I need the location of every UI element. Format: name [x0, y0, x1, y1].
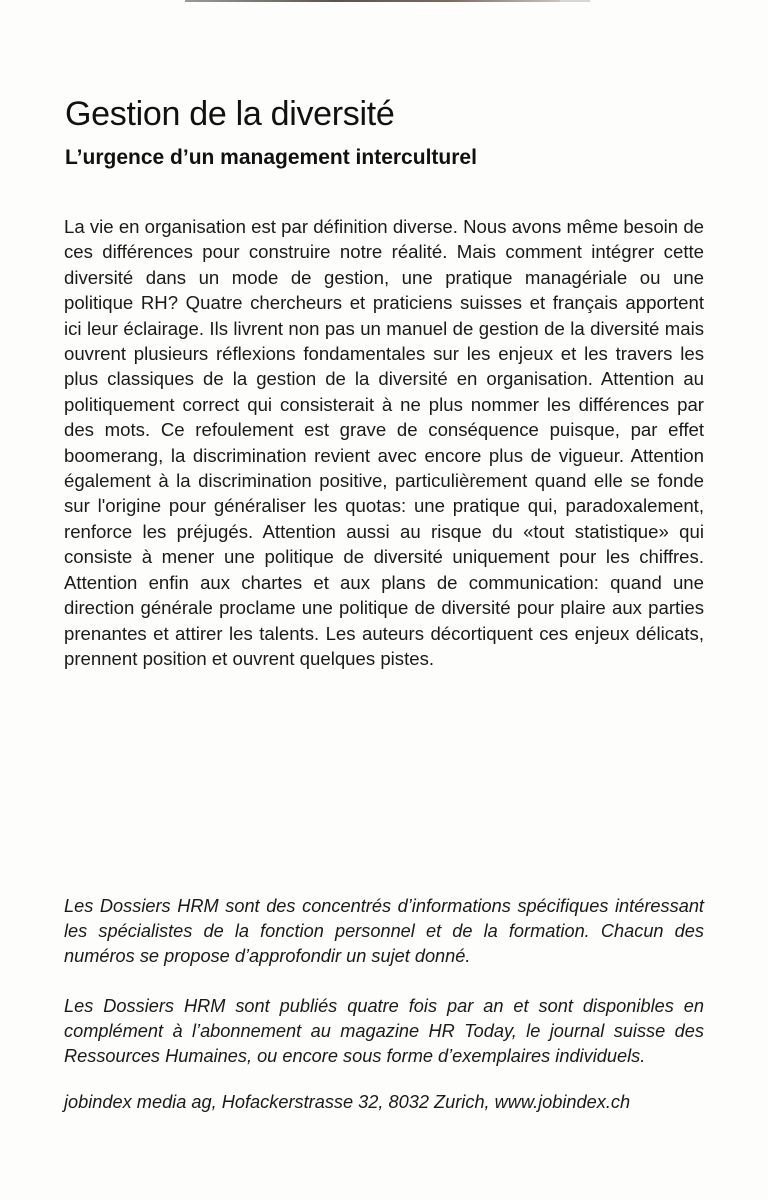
top-edge-strip — [185, 0, 560, 2]
top-edge-strip-light — [560, 0, 590, 2]
series-info-paragraph-1: Les Dossiers HRM sont des concentrés d’informations spécifiques intéressant les spécialistes de la fonction personnel et de la formation. Chacun des numéros se propose d’approfondir un sujet donné. — [64, 896, 704, 966]
series-info-paragraph-2: Les Dossiers HRM sont publiés quatre fois par an et sont disponibles en complément à l’abonnement au magazine HR Today, le journal suisse des Ressources Humaines, ou encore sous forme d’exemplaires individuels. — [64, 996, 704, 1066]
publisher-address: jobindex media ag, Hofackerstrasse 32, 8032 Zurich, www.jobindex.ch — [64, 1092, 631, 1112]
summary-paragraph: La vie en organisation est par définition diverse. Nous avons même besoin de ces différences pour construire notre réalité. Mais comment intégrer cette diversité dans un mode de gestion, une pratique managériale ou une politique RH? Quatre chercheurs et praticiens suisses et français apportent ici leur éclairage. Ils livrent non pas un manuel de gestion de la diversité mais ouvrent plusieurs réflexions fondamentales sur les enjeux et les travers les plus classiques de la gestion de la diversité en organisation. Attention au politiquement correct qui consisterait à ne plus nommer les différences par des mots. Ce refoulement est grave de conséquence puisque, par effet boomerang, la discrimination revient avec encore plus de vigueur. Attention également à la discrimination positive, particulièrement quand elle se fonde sur l'origine pour généraliser les quotas: une pratique qui, paradoxalement, renforce les préjugés. Attention aussi au risque du «tout statistique» qui consiste à mener une politique de diversité uniquement pour les chiffres. Attention enfin aux chartes et aux plans de communication: quand une direction générale proclame une politique de diversité pour plaire aux parties prenantes et attirer les talents. Les auteurs décortiquent ces enjeux délicats, prennent position et ouvrent quelques pistes. — [64, 216, 704, 669]
page-subtitle: L’urgence d’un management interculturel — [65, 146, 477, 169]
page-title: Gestion de la diversité — [65, 95, 395, 133]
